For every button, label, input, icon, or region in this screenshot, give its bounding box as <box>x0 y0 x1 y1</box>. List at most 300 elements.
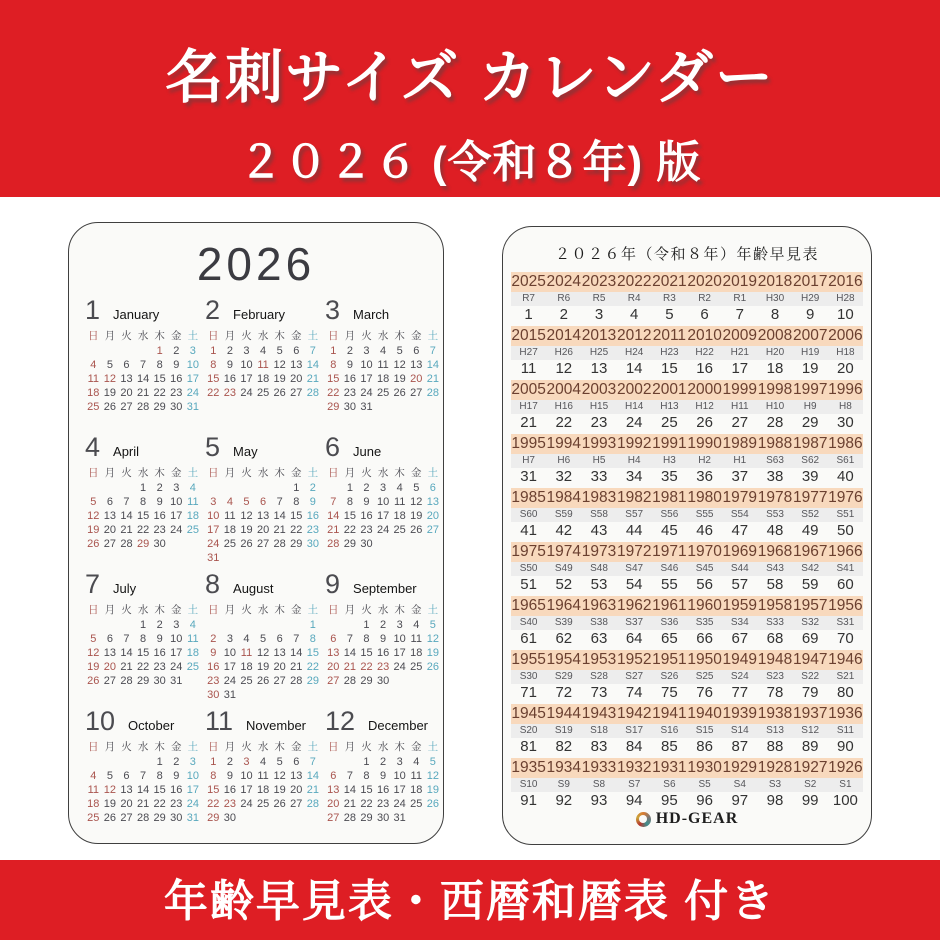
era-cell: H21 <box>730 347 749 358</box>
year-cell: 2000 <box>687 381 722 398</box>
era-cell: H26 <box>554 347 573 358</box>
weekday-label: 水 <box>257 604 269 616</box>
era-cell: S48 <box>590 563 608 574</box>
year-cell: 1942 <box>616 705 652 722</box>
era-cell: S13 <box>766 725 784 736</box>
date-cell: 18 <box>223 524 237 536</box>
era-cell: H17 <box>519 401 538 412</box>
weekday-header <box>325 328 445 344</box>
date-cell: 31 <box>223 689 237 701</box>
year-cell: 1987 <box>792 435 828 452</box>
date-cell: 27 <box>120 401 133 413</box>
weekday-label: 金 <box>411 741 422 753</box>
era-cell: S26 <box>660 671 679 682</box>
weekday-label: 火 <box>361 330 372 342</box>
month-september <box>325 569 445 706</box>
empty-cell <box>85 618 102 632</box>
year-cell: 1984 <box>546 489 582 506</box>
date-cell: 8 <box>363 770 370 782</box>
year-cell: 1938 <box>757 705 793 722</box>
date-cell: 20 <box>290 784 303 796</box>
date-cell: 26 <box>273 387 286 399</box>
date-cell: 26 <box>393 387 406 399</box>
date-cell: 19 <box>103 387 117 399</box>
year-cell: 1956 <box>828 597 863 614</box>
date-cell: 2 <box>173 756 180 768</box>
date-cell: 29 <box>360 812 373 824</box>
age-cell: 23 <box>590 414 608 431</box>
age-cell: 75 <box>661 684 678 701</box>
weekday-label: 月 <box>344 741 356 753</box>
date-cell: 10 <box>376 496 390 508</box>
date-cell: 16 <box>343 373 357 385</box>
date-cell: 17 <box>207 524 220 536</box>
year-cell: 2004 <box>546 381 582 398</box>
weekday-label: 木 <box>154 604 165 616</box>
era-cell: H16 <box>554 401 573 412</box>
month-march <box>325 295 445 432</box>
empty-cell <box>238 618 255 632</box>
weekday-label: 日 <box>328 330 339 342</box>
date-cell: 22 <box>207 387 220 399</box>
weekday-label: 月 <box>224 741 236 753</box>
era-row <box>511 670 863 684</box>
weekday-label: 水 <box>257 467 269 479</box>
weekday-label: 木 <box>154 741 165 753</box>
empty-cell <box>102 618 119 632</box>
year-cell: 1968 <box>757 543 793 560</box>
date-cell: 10 <box>170 633 183 645</box>
age-cell: 54 <box>625 576 643 593</box>
era-cell: S17 <box>625 725 644 736</box>
weekday-label: 金 <box>291 741 302 753</box>
era-cell: S18 <box>590 725 608 736</box>
empty-cell <box>102 755 119 769</box>
date-cell: 29 <box>153 812 166 824</box>
age-cell: 74 <box>625 684 643 701</box>
date-cell: 4 <box>260 345 267 357</box>
date-cell: 5 <box>429 619 436 631</box>
date-cell: 31 <box>393 812 406 824</box>
date-cell: 26 <box>240 538 253 550</box>
empty-cell <box>205 481 222 495</box>
era-cell: S2 <box>804 779 817 790</box>
dates-grid <box>325 618 445 688</box>
date-cell: 23 <box>376 798 390 810</box>
weekday-label: 日 <box>88 604 99 616</box>
date-cell: 2 <box>309 482 316 494</box>
date-cell: 19 <box>240 524 253 536</box>
era-cell: H15 <box>589 401 609 412</box>
age-cell: 37 <box>731 468 749 485</box>
year-cell: 1950 <box>687 651 722 668</box>
empty-cell <box>271 618 288 632</box>
weekday-label: 月 <box>104 604 116 616</box>
date-cell: 26 <box>103 401 117 413</box>
year-cell: 1955 <box>511 651 546 668</box>
age-cell: 24 <box>625 414 643 431</box>
date-cell: 14 <box>273 510 286 522</box>
date-cell: 6 <box>293 345 300 357</box>
date-cell: 21 <box>120 524 133 536</box>
era-cell: S52 <box>801 509 820 520</box>
month-january <box>85 295 205 432</box>
era-cell: H6 <box>557 455 571 466</box>
age-cell: 29 <box>801 414 819 431</box>
date-cell: 20 <box>120 387 133 399</box>
date-cell: 21 <box>290 661 303 673</box>
date-cell: 8 <box>210 770 217 782</box>
weekday-label: 金 <box>291 604 302 616</box>
weekday-label: 水 <box>137 330 149 342</box>
date-cell: 28 <box>327 538 340 550</box>
date-cell: 21 <box>136 798 150 810</box>
date-cell: 1 <box>140 482 147 494</box>
date-cell: 16 <box>170 373 183 385</box>
date-cell: 9 <box>363 496 370 508</box>
date-cell: 23 <box>306 524 319 536</box>
era-cell: R7 <box>522 293 535 304</box>
month-header <box>85 569 205 599</box>
empty-cell <box>325 481 342 495</box>
era-cell: S33 <box>766 617 784 628</box>
age-cell: 65 <box>661 630 678 647</box>
age-cell: 20 <box>837 360 854 377</box>
date-cell: 8 <box>140 633 147 645</box>
date-cell: 23 <box>376 661 390 673</box>
era-cell: S39 <box>554 617 573 628</box>
month-number: 3 <box>325 295 341 325</box>
date-cell: 26 <box>103 812 117 824</box>
era-row <box>511 292 863 306</box>
era-cell: R6 <box>557 293 571 304</box>
era-row <box>511 346 863 360</box>
date-cell: 12 <box>256 647 270 659</box>
date-cell: 28 <box>120 675 133 687</box>
date-cell: 27 <box>410 387 423 399</box>
empty-cell <box>342 755 359 769</box>
era-cell: S3 <box>768 779 782 790</box>
dates-grid <box>85 481 205 551</box>
date-cell: 28 <box>306 798 319 810</box>
date-cell: 25 <box>87 812 100 824</box>
year-cell: 2008 <box>757 327 793 344</box>
weekday-label: 火 <box>361 467 372 479</box>
age-cell: 18 <box>766 360 784 377</box>
date-cell: 3 <box>226 633 233 645</box>
age-cell: 12 <box>555 360 573 377</box>
year-cell: 2002 <box>616 381 652 398</box>
weekday-label: 土 <box>187 604 199 616</box>
era-row <box>511 778 863 792</box>
date-cell: 29 <box>306 675 319 687</box>
era-cell: R1 <box>733 293 747 304</box>
date-cell: 3 <box>189 345 196 357</box>
year-cell: 1958 <box>757 597 793 614</box>
date-cell: 6 <box>330 770 337 782</box>
year-cell: 2020 <box>687 273 722 290</box>
date-cell: 11 <box>187 496 199 508</box>
date-cell: 10 <box>393 770 406 782</box>
age-cell: 98 <box>766 792 784 809</box>
month-july <box>85 569 205 706</box>
age-cell: 17 <box>731 360 749 377</box>
age-row <box>511 360 863 376</box>
weekday-label: 土 <box>427 741 439 753</box>
date-cell: 25 <box>410 798 423 810</box>
date-cell: 10 <box>393 633 406 645</box>
year-cell: 2011 <box>652 327 687 344</box>
date-cell: 29 <box>207 812 220 824</box>
weekday-header <box>205 602 325 618</box>
era-cell: H29 <box>801 293 820 304</box>
date-cell: 1 <box>363 756 370 768</box>
empty-cell <box>222 481 239 495</box>
weekday-label: 金 <box>171 604 182 616</box>
date-cell: 24 <box>186 798 199 810</box>
date-cell: 3 <box>380 482 387 494</box>
date-cell: 14 <box>290 647 303 659</box>
date-cell: 31 <box>170 675 183 687</box>
date-cell: 2 <box>380 619 387 631</box>
year-cell: 1991 <box>652 435 687 452</box>
date-cell: 26 <box>273 798 286 810</box>
date-cell: 26 <box>256 675 270 687</box>
date-cell: 15 <box>136 510 150 522</box>
date-cell: 2 <box>226 345 233 357</box>
year-cell: 1928 <box>757 759 793 776</box>
date-cell: 13 <box>410 359 423 371</box>
date-cell: 24 <box>240 387 253 399</box>
weekday-label: 水 <box>137 604 149 616</box>
date-cell: 22 <box>207 798 220 810</box>
age-cell: 60 <box>837 576 854 593</box>
weekday-label: 土 <box>307 330 319 342</box>
month-name: August <box>233 581 274 596</box>
date-cell: 20 <box>410 373 423 385</box>
date-cell: 30 <box>207 689 220 701</box>
month-name: February <box>233 307 286 322</box>
date-cell: 7 <box>429 345 436 357</box>
era-cell: S24 <box>730 671 749 682</box>
date-cell: 18 <box>186 510 199 522</box>
era-row <box>511 400 863 414</box>
date-cell: 12 <box>87 647 100 659</box>
month-name: September <box>353 581 417 596</box>
date-cell: 18 <box>186 647 199 659</box>
year-row <box>511 650 863 670</box>
year-row <box>511 758 863 778</box>
era-cell: H25 <box>589 347 609 358</box>
date-cell: 28 <box>136 812 150 824</box>
year-cell: 2019 <box>722 273 758 290</box>
weekday-label: 火 <box>241 467 252 479</box>
era-cell: H23 <box>660 347 679 358</box>
date-cell: 11 <box>187 633 199 645</box>
year-cell: 2007 <box>792 327 828 344</box>
date-cell: 25 <box>87 401 100 413</box>
date-cell: 14 <box>426 359 439 371</box>
era-cell: H12 <box>695 401 714 412</box>
era-cell: H4 <box>627 455 641 466</box>
date-cell: 15 <box>207 373 220 385</box>
date-cell: 12 <box>273 770 286 782</box>
year-cell: 1939 <box>722 705 758 722</box>
date-cell: 30 <box>343 401 357 413</box>
date-cell: 30 <box>170 812 183 824</box>
empty-cell <box>135 344 152 358</box>
date-cell: 21 <box>343 798 357 810</box>
year-row <box>511 488 863 508</box>
date-cell: 20 <box>256 524 270 536</box>
month-name: October <box>128 718 175 733</box>
date-cell: 17 <box>170 647 183 659</box>
date-cell: 16 <box>360 510 373 522</box>
date-cell: 2 <box>346 345 353 357</box>
date-cell: 28 <box>120 538 133 550</box>
age-cell: 93 <box>590 792 608 809</box>
date-cell: 16 <box>153 510 166 522</box>
date-cell: 25 <box>186 524 199 536</box>
date-cell: 27 <box>273 675 286 687</box>
date-cell: 16 <box>223 784 237 796</box>
era-cell: S38 <box>590 617 608 628</box>
date-cell: 16 <box>306 510 319 522</box>
age-cell: 99 <box>801 792 819 809</box>
date-cell: 4 <box>189 619 196 631</box>
date-cell: 2 <box>380 756 387 768</box>
year-cell: 1992 <box>616 435 652 452</box>
era-cell: S34 <box>730 617 749 628</box>
year-cell: 2012 <box>616 327 652 344</box>
date-cell: 20 <box>273 661 286 673</box>
date-cell: 15 <box>153 784 166 796</box>
month-name: November <box>246 718 306 733</box>
era-cell: H14 <box>625 401 644 412</box>
age-cell: 45 <box>661 522 678 539</box>
year-cell: 1952 <box>616 651 652 668</box>
date-cell: 2 <box>156 619 163 631</box>
year-cell: 2023 <box>581 273 617 290</box>
month-header <box>85 432 205 462</box>
age-cell: 34 <box>625 468 643 485</box>
date-cell: 10 <box>186 770 199 782</box>
date-cell: 3 <box>173 619 180 631</box>
year-cell: 1970 <box>687 543 722 560</box>
date-cell: 22 <box>306 661 319 673</box>
date-cell: 17 <box>376 510 390 522</box>
date-cell: 3 <box>189 756 196 768</box>
empty-cell <box>118 481 135 495</box>
age-cell: 28 <box>766 414 784 431</box>
era-cell: S7 <box>628 779 641 790</box>
weekday-label: 木 <box>394 330 405 342</box>
weekday-label: 土 <box>427 604 439 616</box>
age-cell: 42 <box>555 522 573 539</box>
era-cell: H8 <box>839 401 852 412</box>
date-cell: 16 <box>153 647 166 659</box>
date-cell: 11 <box>257 770 269 782</box>
age-cell: 22 <box>555 414 573 431</box>
era-cell: H19 <box>801 347 820 358</box>
weekday-header <box>325 602 445 618</box>
date-cell: 4 <box>243 633 250 645</box>
bottom-banner: 年齢早見表・西暦和暦表 付き <box>0 860 940 940</box>
date-cell: 9 <box>380 633 387 645</box>
date-cell: 24 <box>393 661 406 673</box>
weekday-label: 土 <box>187 330 199 342</box>
date-cell: 19 <box>87 524 100 536</box>
age-cell: 82 <box>555 738 573 755</box>
date-cell: 4 <box>380 345 387 357</box>
weekday-label: 金 <box>411 604 422 616</box>
month-number: 9 <box>325 569 341 599</box>
age-cell: 11 <box>520 360 537 377</box>
age-cell: 50 <box>837 522 854 539</box>
year-cell: 1930 <box>687 759 722 776</box>
age-cell: 31 <box>520 468 537 485</box>
date-cell: 31 <box>207 552 220 564</box>
date-cell: 27 <box>327 812 340 824</box>
age-cell: 59 <box>801 576 819 593</box>
date-cell: 14 <box>306 359 319 371</box>
date-cell: 6 <box>413 345 420 357</box>
year-cell: 1999 <box>722 381 758 398</box>
year-cell: 2016 <box>828 273 863 290</box>
date-cell: 27 <box>103 675 117 687</box>
era-cell: S53 <box>766 509 784 520</box>
weekday-label: 日 <box>328 467 339 479</box>
date-cell: 20 <box>426 510 439 522</box>
weekday-label: 月 <box>344 604 356 616</box>
date-cell: 4 <box>413 756 420 768</box>
age-cell: 6 <box>700 306 709 323</box>
year-cell: 1989 <box>722 435 758 452</box>
empty-cell <box>85 481 102 495</box>
date-cell: 28 <box>273 538 286 550</box>
year-cell: 1998 <box>757 381 793 398</box>
weekday-label: 水 <box>257 741 269 753</box>
weekday-label: 木 <box>154 467 165 479</box>
date-cell: 23 <box>207 675 220 687</box>
year-cell: 1927 <box>792 759 828 776</box>
year-cell: 1963 <box>581 597 617 614</box>
year-cell: 1929 <box>722 759 758 776</box>
weekday-label: 火 <box>241 330 252 342</box>
date-cell: 22 <box>153 798 166 810</box>
date-cell: 19 <box>393 373 406 385</box>
dates-grid <box>205 481 325 565</box>
date-cell: 28 <box>343 675 357 687</box>
era-cell: S35 <box>695 617 714 628</box>
dates-grid <box>325 481 445 551</box>
year-cell: 1993 <box>581 435 617 452</box>
weekday-header <box>205 328 325 344</box>
date-cell: 1 <box>309 619 316 631</box>
age-cell: 35 <box>661 468 678 485</box>
era-cell: S14 <box>730 725 749 736</box>
date-cell: 10 <box>240 359 253 371</box>
age-cell: 96 <box>696 792 713 809</box>
weekday-label: 水 <box>377 467 389 479</box>
age-cell: 80 <box>837 684 854 701</box>
era-cell: S21 <box>836 671 855 682</box>
age-row <box>511 684 863 700</box>
date-cell: 20 <box>290 373 303 385</box>
month-number: 4 <box>85 432 101 462</box>
weekday-label: 日 <box>88 330 99 342</box>
date-cell: 9 <box>210 647 217 659</box>
